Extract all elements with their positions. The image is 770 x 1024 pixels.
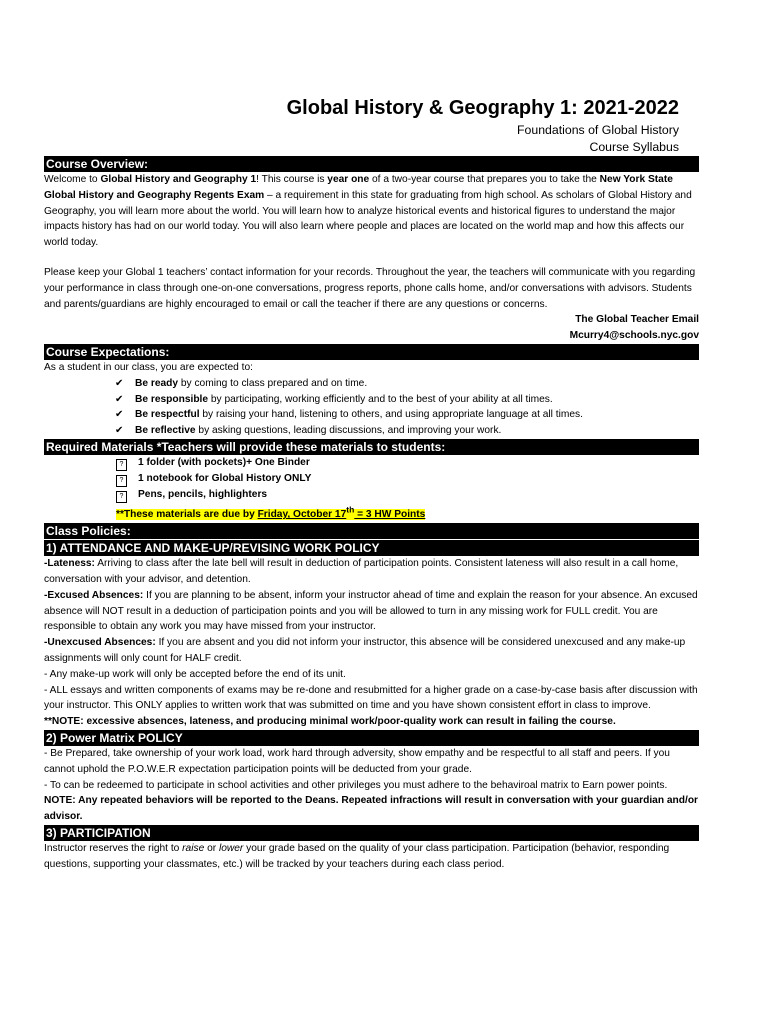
- text: Arriving to class after the late bell will result in deduction of participation points. Consistent lateness will also result in a call home, conversation with your advisor, and detention.: [44, 558, 679, 585]
- contact-email[interactable]: Mcurry4@schools.nyc.gov: [569, 330, 699, 342]
- subtitle-syllabus: Course Syllabus: [589, 140, 679, 154]
- box-icon: ?: [116, 459, 127, 471]
- note-text: NOTE: Any repeated behaviors will be reported to the Deans. Repeated infractions will result in conversation with your guardian and/or advisor.: [44, 795, 699, 823]
- text: or: [204, 842, 219, 854]
- note-text: **NOTE: excessive absences, lateness, and producing minimal work/poor-quality work can result in failing the course.: [44, 716, 616, 728]
- year-one: year one: [327, 174, 370, 185]
- makeup-policy: - Any make-up work will only be accepted before the end of its unit.: [44, 668, 346, 680]
- text: Welcome to: [44, 174, 101, 185]
- excused-policy: [44, 588, 699, 635]
- text: your grade based on the quality of your class participation. Participation (behavior, responding questions, supporting your classmates, etc.) will be tracked by your teachers during each class period.: [44, 842, 670, 870]
- item-bold: Be ready: [135, 377, 179, 389]
- item-bold: Be reflective: [135, 425, 196, 437]
- checkmark-icon: ✔: [115, 393, 124, 405]
- regents-exam: New York State Global History and Geography Regents Exam: [44, 174, 673, 201]
- section-heading-participation: 3) PARTICIPATION: [44, 825, 699, 841]
- contact-paragraph: Please keep your Global 1 teachers’ contact information for your records. Throughout the year, the teachers will communicate with you regarding your performance in class through one-on-one conversations, progress reports, phone calls home, and/or conversations with advisors. Students and parents/guardians are highly encouraged to email or call the teacher if there are any questions or concerns.: [44, 266, 696, 310]
- power-policy-1: - Be Prepared, take ownership of your work load, work hard through adversity, show empathy and be respectful to all staff and peers. If you cannot uphold the P.O.W.E.R expectation participation points will be deducted from your grade.: [44, 747, 670, 775]
- lateness-policy: [44, 556, 699, 588]
- item-text: by raising your hand, listening to others, and using appropriate language at all times.: [199, 409, 583, 421]
- attendance-note: [44, 714, 699, 730]
- overview-paragraph: [44, 172, 699, 251]
- box-icon: ?: [116, 475, 127, 487]
- section-heading-attendance: 1) ATTENDANCE AND MAKE-UP/REVISING WORK POLICY: [44, 540, 699, 556]
- list-item: [44, 392, 699, 408]
- box-icon: ?: [116, 491, 127, 503]
- page-title: Global History & Geography 1: 2021-2022: [286, 97, 679, 119]
- checkmark-icon: ✔: [115, 425, 124, 437]
- subtitle-foundations: Foundations of Global History: [517, 123, 679, 137]
- unexcused-policy: [44, 635, 699, 667]
- list-item: [44, 455, 699, 471]
- list-item: [44, 423, 699, 439]
- list-item: [44, 376, 699, 392]
- item-bold: Be respectful: [135, 409, 200, 421]
- power-note: [44, 793, 699, 825]
- text: **These materials are due by: [116, 509, 258, 521]
- course-name: Global History and Geography 1: [100, 174, 257, 185]
- section-heading-expectations: Course Expectations:: [44, 344, 699, 360]
- item-text: by participating, working efficiently and to the best of your ability at all times.: [208, 393, 553, 405]
- item-text: by coming to class prepared and on time.: [178, 377, 368, 389]
- materials-due-note: [44, 503, 699, 523]
- label: -Lateness:: [44, 558, 95, 570]
- material-text: Pens, pencils, highlighters: [138, 488, 268, 500]
- section-heading-overview: Course Overview:: [44, 156, 699, 172]
- participation-policy: [44, 841, 699, 873]
- list-item: [44, 471, 699, 487]
- expectations-intro: As a student in our class, you are expected to:: [44, 361, 253, 373]
- label: -Unexcused Absences:: [44, 637, 156, 649]
- text: – a requirement in this state for graduating from high school. As scholars of Global History and Geography, you will learn more about the world. You will learn how to analyze historical events and historical figures to understand the major impacts history has had on our world today. You will also learn where people and places are located on the world map and how this affects our world today.: [44, 189, 692, 249]
- power-policy-2: - To can be redeemed to participate in school activities and other privileges you must adhere to the behaviroal matrix to Earn power points.: [44, 779, 668, 791]
- due-points: = 3 HW Points: [354, 509, 426, 521]
- label: -Excused Absences:: [44, 589, 144, 601]
- document-body: [44, 94, 699, 872]
- list-item: [44, 407, 699, 423]
- item-text: by asking questions, leading discussions, and improving your work.: [195, 425, 502, 437]
- checkmark-icon: ✔: [115, 409, 124, 421]
- material-text: 1 notebook for Global History ONLY: [138, 472, 312, 484]
- list-item: [44, 487, 699, 503]
- lower: lower: [218, 842, 244, 854]
- contact-label: The Global Teacher Email: [575, 314, 699, 326]
- text: Instructor reserves the right to: [44, 842, 183, 854]
- text: If you are absent and you did not inform your instructor, this absence will be considered unexcused and any make-up assignments will only count for HALF credit.: [44, 637, 686, 664]
- checkmark-icon: ✔: [115, 377, 124, 389]
- text: of a two-year course that prepares you to take the: [369, 174, 600, 185]
- material-text: 1 folder (with pockets)+ One Binder: [138, 456, 310, 468]
- text: ! This course is: [256, 174, 328, 185]
- section-heading-materials: Required Materials *Teachers will provide these materials to students:: [44, 439, 699, 455]
- date-suffix: th: [346, 504, 355, 515]
- text: If you are planning to be absent, inform your instructor ahead of time and explain the reason for your absence. An excused absence will NOT result in a deduction of participation points and you will be allowed to turn in any missing work for FULL credit. You are responsible to obtain any work you may have missed from your instructor.: [44, 589, 698, 633]
- due-date: Friday, October 17: [257, 509, 347, 521]
- item-bold: Be responsible: [135, 393, 209, 405]
- section-heading-policies: Class Policies:: [44, 523, 699, 539]
- due-highlight: [116, 504, 426, 521]
- raise: raise: [182, 842, 205, 854]
- redo-policy: - ALL essays and written components of exams may be re-done and resubmitted for a higher grade on a case-by-case basis after discussion with your instructor. This ONLY applies to written work that was submitted on time and you have shown consistent effort in class to improve.: [44, 684, 698, 712]
- section-heading-power-matrix: 2) Power Matrix POLICY: [44, 730, 699, 746]
